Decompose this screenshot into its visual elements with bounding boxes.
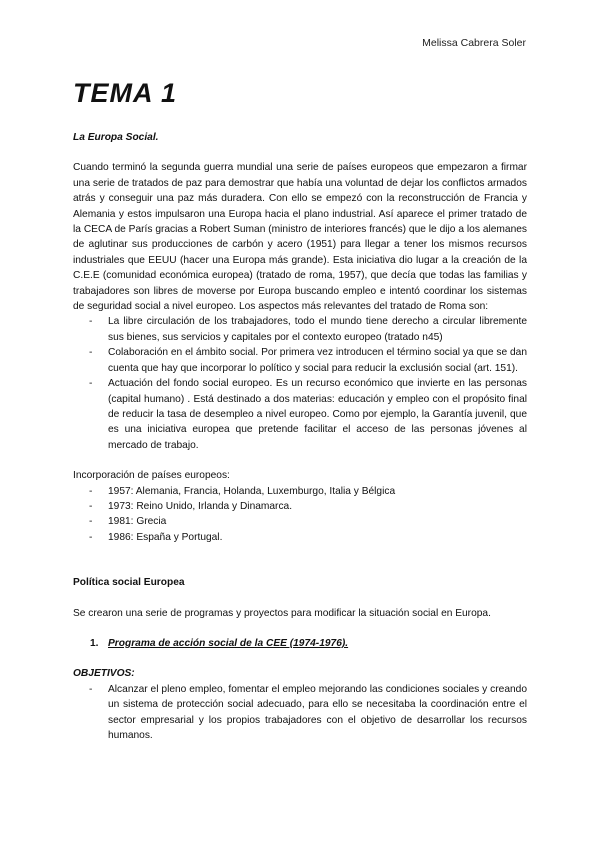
list-item: - Colaboración en el ámbito social. Por primera vez introducen el término social ya que se dan cuenta que hay que incorporar lo político y social para reducir la exclusión social (art. 151).: [73, 345, 527, 376]
spacer: [73, 651, 527, 666]
list-item: - 1973: Reino Unido, Irlanda y Dinamarca.: [73, 499, 527, 514]
section2-paragraph: Se crearon una serie de programas y proyectos para modificar la situación social en Europa.: [73, 607, 491, 619]
section-title-europa-social: La Europa Social.: [73, 132, 159, 143]
list-item: - 1981: Grecia: [73, 514, 527, 529]
spacer: [73, 591, 527, 606]
spacer: [73, 545, 527, 575]
list-item: - Actuación del fondo social europeo. Es un recurso económico que invierte en las personas (capital humano) . Está destinado a dos materias: educación y empleo con el propósito final de reducir la tasa de desempleo a nivel europeo. Como por ejemplo, la Garantía juvenil, que es una iniciativa europea que pretende facilitar el acceso de las personas jóvenes al mercado de trabajo.: [73, 376, 527, 453]
objectives-title: OBJETIVOS:: [73, 668, 135, 680]
page-title: TEMA 1: [73, 78, 178, 108]
spacer: [73, 621, 527, 636]
author-name: Melissa Cabrera Soler: [422, 37, 526, 49]
intro-paragraph: Cuando terminó la segunda guerra mundial una serie de países europeos que empezaron a firmar una serie de tratados de paz para demostrar que había una voluntad de dejar los conflictos armados atrás y conseguir una paz más duradera. Con ello se empezó con la reconstrucción de Francia y Alemania y estos impulsaron una Europa hacia el plano industrial. Así aparece el primer tratado de la CECA de París gracias a Robert Suman (ministro de interiores francés) que le dijo a los alemanes de aglutinar sus producciones de carbón y acero (1951) para llegar a tener los mismos recursos industriales que EEUU (hacer una Europa más grande). Esta iniciativa dio lugar a la creación de la C.E.E (comunidad económica europea) (tratado de roma, 1957), que decía que todas las familias y trabajadores son libres de moverse por Europa buscando empleo e intentó coordinar los sistemas de seguridad social a nivel europeo. Los aspectos más relevantes del tratado de Roma son:: [73, 162, 527, 313]
list-item: - 1986: España y Portugal.: [73, 530, 527, 545]
program-title: Programa de acción social de la CEE (1974-1976).: [108, 637, 349, 649]
document-body: [73, 130, 527, 743]
spacer: [73, 453, 527, 468]
program-heading: [73, 636, 527, 651]
list-item: - La libre circulación de los trabajadores, todo el mundo tiene derecho a circular libremente sus bienes, sus servicios y capitales por el contexto europeo (tratado n45): [73, 314, 527, 345]
list-item: - Alcanzar el pleno empleo, fomentar el empleo mejorando las condiciones sociales y creando un sistema de protección social adecuado, para ello se necesitaba la coordinación entre el sector empresarial y los propios trabajadores con el objetivo de desarrollar los recursos humanos.: [73, 682, 527, 744]
rome-aspects-list: [73, 314, 527, 453]
program-number: 1.: [90, 637, 99, 649]
incorporation-list: [73, 484, 527, 546]
section-title-politica-social: Política social Europea: [73, 577, 185, 589]
objectives-list: [73, 682, 527, 744]
incorporation-label: Incorporación de países europeos:: [73, 470, 230, 482]
list-item: - 1957: Alemania, Francia, Holanda, Luxemburgo, Italia y Bélgica: [73, 484, 527, 499]
